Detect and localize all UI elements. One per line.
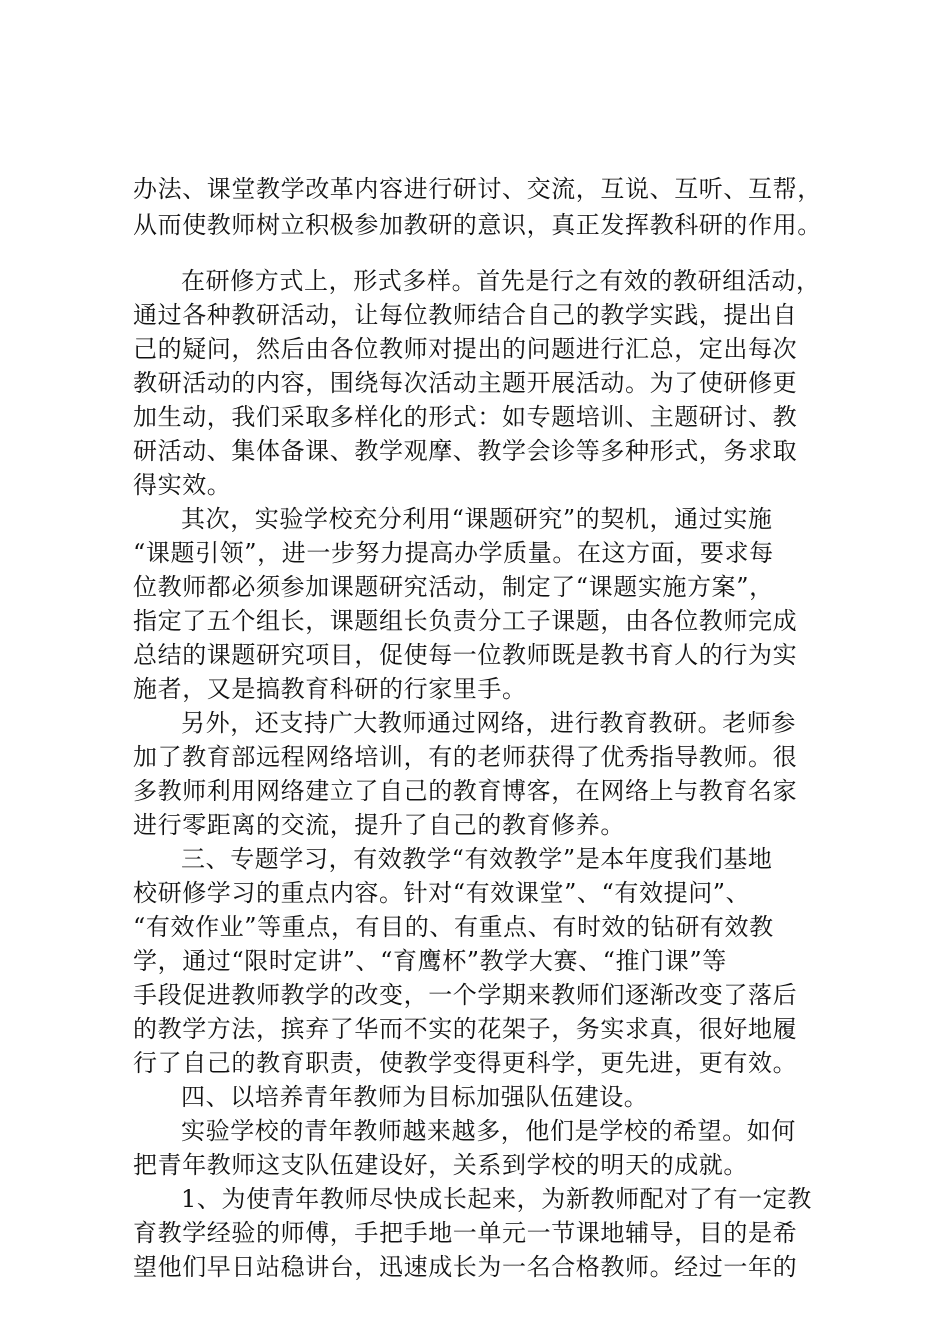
text-line: 1、为使青年教师尽快成长起来，为新教师配对了有一定教 xyxy=(181,1185,812,1213)
section-heading: 四、以培养青年教师为目标加强队伍建设。 xyxy=(181,1083,649,1111)
text-line: 手段促进教师教学的改变，一个学期来教师们逐渐改变了落后 xyxy=(133,981,798,1009)
text-line: 学，通过“限时定讲”、“育鹰杯”教学大赛、“推门课”等 xyxy=(133,947,727,975)
text-line: 另外，还支持广大教师通过网络，进行教育教研。老师参 xyxy=(181,709,796,737)
text-line: 多教师利用网络建立了自己的教育博客，在网络上与教育名家 xyxy=(133,777,798,805)
text-line: 望他们早日站稳讲台，迅速成长为一名合格教师。经过一年的 xyxy=(133,1253,798,1281)
text-line: 加生动，我们采取多样化的形式：如专题培训、主题研讨、教 xyxy=(133,403,798,431)
text-line: 三、专题学习，有效教学“有效教学”是本年度我们基地 xyxy=(181,845,773,873)
text-line: “有效作业”等重点，有目的、有重点、有时效的钻研有效教 xyxy=(133,913,774,941)
text-line: 总结的课题研究项目，促使每一位教师既是教书育人的行为实 xyxy=(133,641,798,669)
text-line: 行了自己的教育职责，使教学变得更科学，更先进，更有效。 xyxy=(133,1049,798,1077)
text-line: 己的疑问，然后由各位教师对提出的问题进行汇总，定出每次 xyxy=(133,335,798,363)
text-line: 位教师都必须参加课题研究活动，制定了“课题实施方案”， xyxy=(133,573,774,601)
text-line: 加了教育部远程网络培训，有的老师获得了优秀指导教师。很 xyxy=(133,743,798,771)
text-line: 校研修学习的重点内容。针对“有效课堂”、“有效提问”、 xyxy=(133,879,751,907)
text-line: 把青年教师这支队伍建设好，关系到学校的明天的成就。 xyxy=(133,1151,748,1179)
text-line: 教研活动的内容，围绕每次活动主题开展活动。为了使研修更 xyxy=(133,369,798,397)
text-line: 进行零距离的交流，提升了自己的教育修养。 xyxy=(133,811,625,839)
text-line: 的教学方法，摈弃了华而不实的花架子，务实求真，很好地履 xyxy=(133,1015,798,1043)
text-line: 其次，实验学校充分利用“课题研究”的契机，通过实施 xyxy=(181,505,773,533)
text-line: 从而使教师树立积极参加教研的意识，真正发挥教科研的作用。 xyxy=(133,211,822,239)
text-line: 得实效。 xyxy=(133,471,232,499)
text-line: 育教学经验的师傅，手把手地一单元一节课地辅导，目的是希 xyxy=(133,1219,798,1247)
text-line: 指定了五个组长，课题组长负责分工子课题，由各位教师完成 xyxy=(133,607,798,635)
text-line: “课题引领”，进一步努力提高办学质量。在这方面，要求每 xyxy=(133,539,774,567)
text-line: 在研修方式上，形式多样。首先是行之有效的教研组活动， xyxy=(181,267,821,295)
text-line: 施者，又是搞教育科研的行家里手。 xyxy=(133,675,527,703)
text-line: 办法、课堂教学改革内容进行研讨、交流，互说、互听、互帮， xyxy=(133,175,822,203)
text-line: 研活动、集体备课、教学观摩、教学会诊等多种形式，务求取 xyxy=(133,437,798,465)
text-line: 通过各种教研活动，让每位教师结合自己的教学实践，提出自 xyxy=(133,301,798,329)
text-line: 实验学校的青年教师越来越多，他们是学校的希望。如何 xyxy=(181,1117,796,1145)
